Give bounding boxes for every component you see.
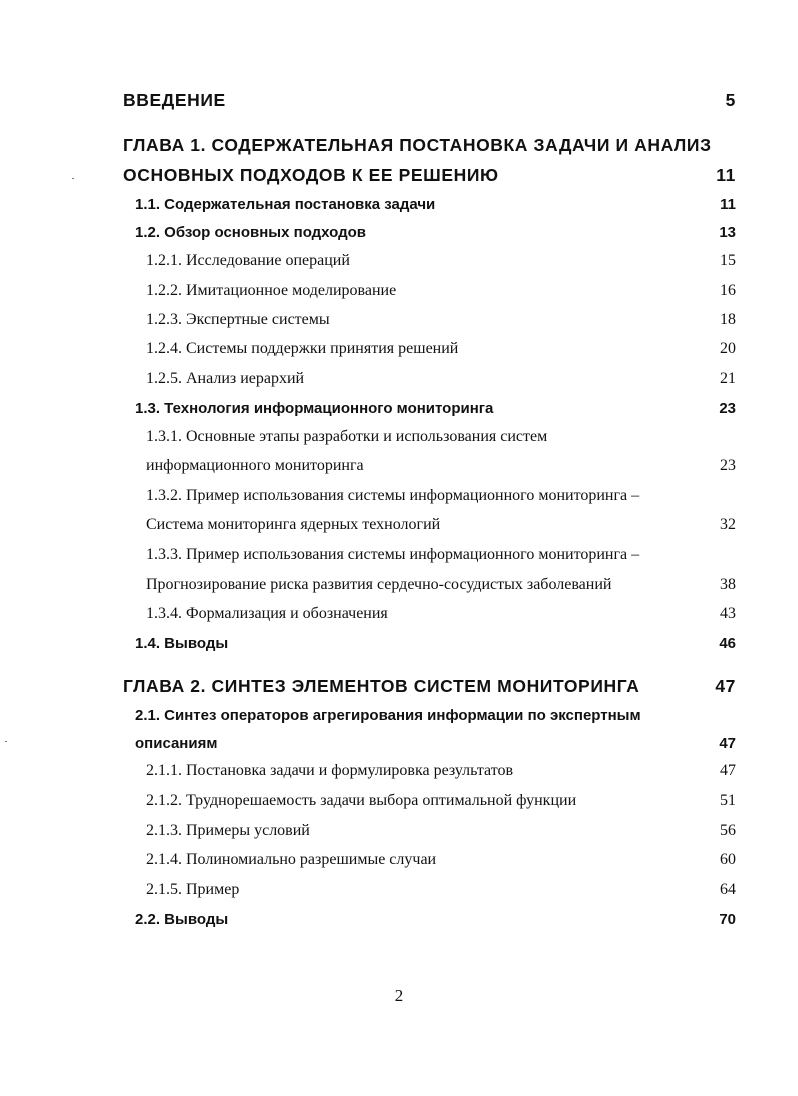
toc-entry-1-1	[135, 196, 736, 213]
toc-entry-title: 1.2.2. Имитационное моделирование	[146, 282, 397, 299]
toc-entry-page: 16	[720, 282, 736, 299]
toc-entry-title: 1.2. Обзор основных подходов	[135, 224, 367, 241]
toc-entry-page: 38	[720, 576, 736, 593]
toc-entry-1-3-4	[146, 605, 736, 623]
toc-entry-2-1-4	[146, 851, 736, 869]
toc-entry-title-continuation: Система мониторинга ядерных технологий	[146, 516, 441, 533]
toc-entry-1-2-1	[146, 252, 736, 270]
toc-entry-title: 1.2.5. Анализ иерархий	[146, 370, 305, 387]
scan-speck	[5, 741, 7, 742]
toc-entry-2-1-3	[146, 822, 736, 840]
toc-entry-1-3-2-title: 1.3.2. Пример использования системы информационного мониторинга –	[146, 487, 640, 504]
toc-entry-1-2-5	[146, 370, 736, 388]
toc-entry-1-4	[135, 635, 736, 652]
toc-entry-page: 70	[719, 911, 736, 928]
toc-entry-chapter-2	[123, 676, 736, 697]
toc-entry-title: 2.1.4. Полиномиально разрешимые случаи	[146, 851, 437, 868]
toc-entry-1-3	[135, 400, 736, 417]
toc-entry-1-2-2	[146, 282, 736, 300]
toc-entry-title-continuation: описаниям	[135, 735, 218, 752]
toc-entry-title: ВВЕДЕНИЕ	[123, 90, 226, 110]
toc-entry-title: 1.2.3. Экспертные системы	[146, 311, 330, 328]
toc-entry-2-1-1	[146, 762, 736, 780]
toc-entry-page: 21	[720, 370, 736, 387]
toc-entry-page: 43	[720, 605, 736, 622]
toc-entry-page: 20	[720, 340, 736, 357]
toc-entry-1-3-2	[146, 516, 736, 534]
toc-entry-1-3-1	[146, 457, 736, 475]
toc-entry-page: 47	[719, 735, 736, 752]
toc-entry-2-1-2	[146, 792, 736, 810]
toc-entry-1-3-3-title: 1.3.3. Пример использования системы информационного мониторинга –	[146, 546, 640, 563]
toc-entry-2-1-5	[146, 881, 736, 899]
toc-entry-title: 1.1. Содержательная постановка задачи	[135, 196, 436, 213]
toc-entry-page: 64	[720, 881, 736, 898]
toc-entry-title-continuation: Прогнозирование риска развития сердечно-сосудистых заболеваний	[146, 576, 612, 593]
toc-entry-title: 1.2.4. Системы поддержки принятия решений	[146, 340, 459, 357]
toc-entry-1-3-1-title: 1.3.1. Основные этапы разработки и использования систем	[146, 428, 548, 445]
page-number: 2	[394, 986, 404, 1005]
scan-speck	[72, 178, 74, 179]
toc-entry-title: 1.3. Технология информационного мониторинга	[135, 400, 494, 417]
toc-entry-page: 47	[720, 762, 736, 779]
toc-entry-title: 1.4. Выводы	[135, 635, 229, 652]
toc-entry-title: 2.2. Выводы	[135, 911, 229, 928]
toc-entry-page: 47	[715, 676, 736, 696]
toc-entry-page: 5	[725, 90, 736, 110]
toc-entry-title-continuation: ОСНОВНЫХ ПОДХОДОВ К ЕЕ РЕШЕНИЮ	[123, 165, 499, 185]
toc-entry-2-1	[135, 735, 736, 752]
toc-entry-title: 1.3.4. Формализация и обозначения	[146, 605, 388, 622]
toc-entry-page: 60	[720, 851, 736, 868]
toc-entry-page: 18	[720, 311, 736, 328]
toc-entry-page: 32	[720, 516, 736, 533]
toc-entry-2-2	[135, 911, 736, 928]
toc-entry-page: 56	[720, 822, 736, 839]
toc-entry-page: 51	[720, 792, 736, 809]
toc-entry-page: 11	[720, 196, 736, 213]
toc-entry-page: 23	[720, 457, 736, 474]
toc-entry-1-3-3	[146, 576, 736, 594]
toc-entry-1-2-3	[146, 311, 736, 329]
toc-entry-title: 2.1.1. Постановка задачи и формулировка результатов	[146, 762, 514, 779]
toc-entry-1-2-4	[146, 340, 736, 358]
toc-entry-chapter-1-title: ГЛАВА 1. СОДЕРЖАТЕЛЬНАЯ ПОСТАНОВКА ЗАДАЧИ И АНАЛИЗ	[123, 135, 712, 155]
toc-entry-chapter-1	[123, 165, 736, 186]
toc-entry-page: 11	[716, 165, 736, 185]
toc-entry-2-1-title: 2.1. Синтез операторов агрегирования информации по экспертным	[135, 707, 641, 724]
toc-entry-page: 13	[719, 224, 736, 241]
toc-entry-page: 23	[719, 400, 736, 417]
toc-entry-title-continuation: информационного мониторинга	[146, 457, 364, 474]
toc-entry-page: 15	[720, 252, 736, 269]
toc-entry-title: 2.1.2. Труднорешаемость задачи выбора оптимальной функции	[146, 792, 577, 809]
toc-entry-introduction	[123, 90, 736, 111]
toc-entry-page: 46	[719, 635, 736, 652]
toc-entry-1-2	[135, 224, 736, 241]
toc-entry-title: 2.1.5. Пример	[146, 881, 240, 898]
toc-entry-title: 1.2.1. Исследование операций	[146, 252, 350, 269]
toc-entry-title: 2.1.3. Примеры условий	[146, 822, 310, 839]
toc-entry-title: ГЛАВА 2. СИНТЕЗ ЭЛЕМЕНТОВ СИСТЕМ МОНИТОРИНГА	[123, 676, 640, 696]
